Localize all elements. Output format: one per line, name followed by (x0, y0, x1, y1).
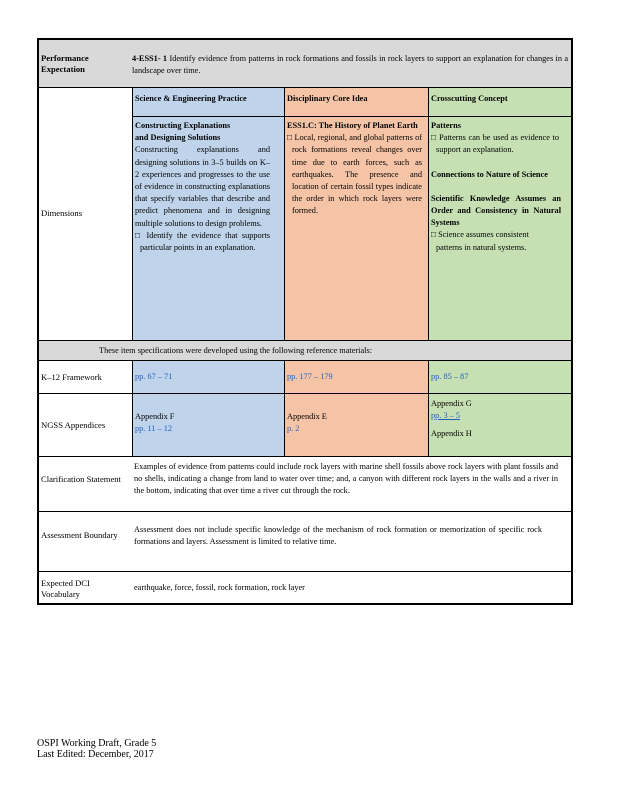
framework-dci-pages: pp. 177 – 179 (287, 372, 333, 381)
assessment-row (39, 512, 571, 572)
vocabulary-text: earthquake, force, fossil, rock formation, rock layer (134, 583, 305, 592)
performance-expectation-row (39, 40, 571, 88)
ccc-sk-bullet: Science assumes consistent patterns in natural systems. (436, 230, 529, 252)
framework-ccc-pages: pp. 85 – 87 (431, 372, 469, 381)
clarification-label: Clarification Statement (41, 474, 121, 484)
ccc-sk-title: Scientific Knowledge Assumes an Order and Consistency in Natural Systems (431, 193, 561, 228)
ccc-title: Patterns (431, 121, 461, 130)
sep-bullet: Identify the evidence that supports particular points in an explanation. (140, 230, 270, 253)
ccc-connections: Connections to Nature of Science (431, 169, 548, 179)
appendix-ccc-pages-link[interactable]: pp. 3 – 5 (431, 411, 461, 421)
dci-title: ESS1.C: The History of Planet Earth (287, 121, 418, 130)
appendices-row (39, 394, 571, 457)
vocabulary-label: Expected DCI Vocabulary (41, 578, 90, 599)
appendix-dci-name: Appendix E (287, 412, 327, 421)
footer-line-2: Last Edited: December, 2017 (37, 749, 154, 760)
page-footer (37, 738, 156, 760)
framework-sep-pages: pp. 67 – 71 (135, 372, 173, 381)
appendices-label: NGSS Appendices (41, 420, 106, 430)
sep-title: Constructing Explanations and Designing Solutions (135, 121, 231, 143)
reference-note: These item specifications were developed using the following reference materials: (99, 346, 372, 355)
clarification-row (39, 457, 571, 512)
ccc-column: Crosscutting Concept Patterns □ Patterns can be used as evidence to support an explanation. Connections to Nature of Science Scientific Knowledge Assumes an Order and Consistency in Natural Systems □ Science assumes consistent patterns in natural systems. (428, 88, 571, 340)
appendix-sep-name: Appendix F (135, 412, 175, 421)
specification-table (37, 38, 573, 605)
ccc-header: Crosscutting Concept (429, 88, 571, 117)
pe-code: 4-ESS1- 1 (132, 54, 168, 63)
sep-header: Science & Engineering Practice (133, 88, 284, 117)
footer-line-1: OSPI Working Draft, Grade 5 (37, 738, 157, 749)
assessment-text: Assessment does not include specific knowledge of the mechanism of rock formation or memorization of specific rock formations and layers. Assessment is limited to relative time. (134, 525, 542, 547)
dci-bullet: Local, regional, and global patterns of rock formations reveal changes over time due to earth forces, such as earthquakes. The presence and location of certain fossil types indicate the order in which rock layers were formed. (292, 133, 422, 216)
performance-expectation-label: Performance Expectation (41, 53, 89, 74)
dimensions-row (39, 88, 571, 341)
assessment-label: Assessment Boundary (41, 530, 118, 540)
dimensions-label: Dimensions (41, 208, 83, 218)
ccc-bullet: Patterns can be used as evidence to support an explanation. (436, 133, 559, 155)
framework-row (39, 361, 571, 394)
dci-column: Disciplinary Core Idea ESS1.C: The History of Planet Earth □ Local, regional, and global patterns of rock formations reveal changes over time due to earth forces, such as earthquakes. The presence and location of certain fossil types indicate the order in which rock layers were formed. (284, 88, 428, 340)
dci-header: Disciplinary Core Idea (285, 88, 428, 117)
appendix-ccc-name-1: Appendix G (431, 399, 472, 408)
vocabulary-row (39, 572, 571, 603)
reference-note-row (39, 341, 571, 361)
sep-body: Constructing explanations and designing solutions in 3–5 builds on K–2 experiences and progresses to the use of evidence in constructing explanations that specify variables that describe and predict phenomena and in designing multiple solutions to design problems. (135, 145, 270, 228)
framework-label: K–12 Framework (41, 372, 102, 382)
appendix-sep-pages: pp. 11 – 12 (135, 424, 173, 434)
pe-text: Identify evidence from patterns in rock formations and fossils in rock layers to support an explanation for changes in a landscape over time. (132, 54, 569, 76)
sep-column: Science & Engineering Practice Constructing Explanations and Designing Solutions Constructing explanations and designing solutions in 3–5 builds on K–2 experiences and progresses to the use of evidence in constructing explanations that specify variables that describe and predict phenomena and in designing multiple solutions to design problems. □ Identify the evidence that supports particular points in an explanation. (132, 88, 284, 340)
appendix-ccc-name-2: Appendix H (431, 429, 472, 439)
appendix-dci-pages: p. 2 (287, 424, 300, 434)
clarification-text: Examples of evidence from patterns could include rock layers with marine shell fossils above rock layers with plant fossils and no shells, indicating a change from land to water over time; and, a canyon with different rock layers in the walls and a river in the bottom, indicating that over time a river cut through the rock. (134, 462, 558, 496)
